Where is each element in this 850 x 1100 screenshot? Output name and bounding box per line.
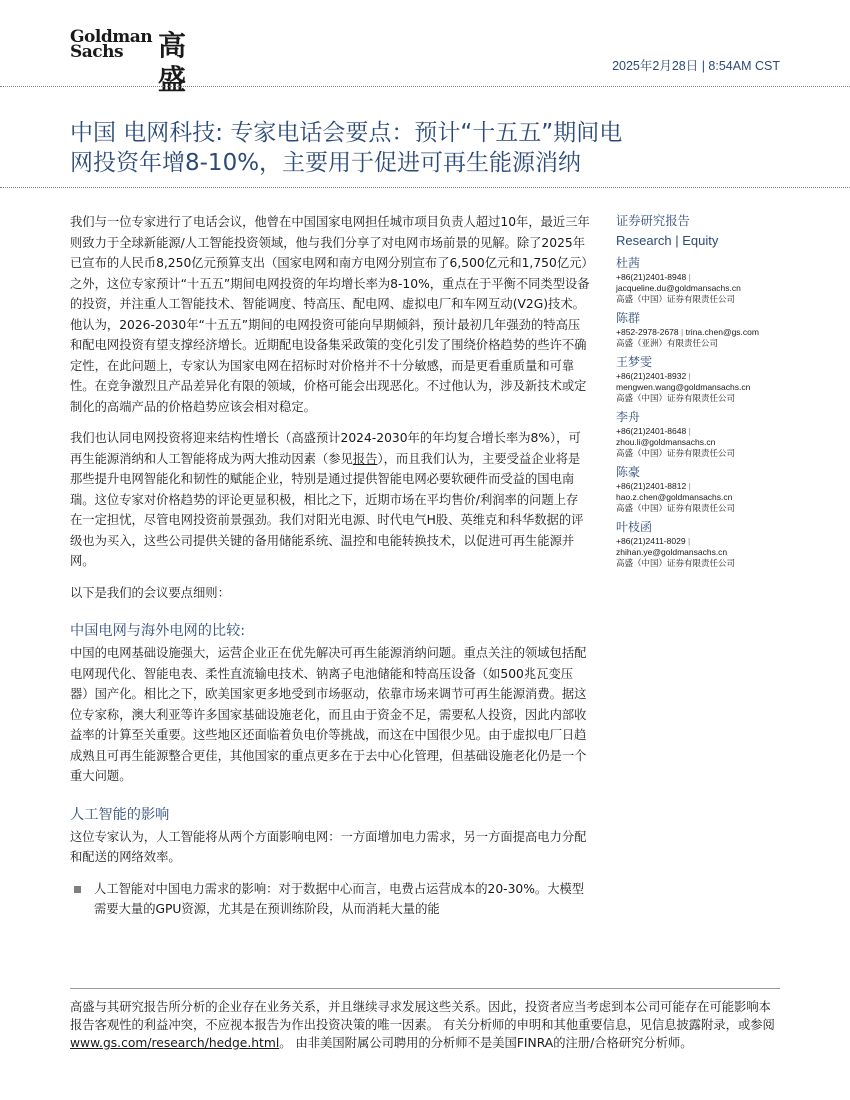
analyst-card: [616, 354, 786, 404]
analyst-email[interactable]: zhihan.ye@goldmansachs.cn: [616, 547, 728, 557]
title-divider: [0, 187, 850, 188]
analyst-name: 杜茜: [616, 256, 641, 270]
analyst-card: [616, 519, 786, 569]
analyst-name: 李舟: [616, 410, 641, 424]
header-divider: [0, 86, 850, 87]
disclosure-footer: [70, 998, 780, 1052]
analyst-email[interactable]: jacqueline.du@goldmansachs.cn: [616, 283, 741, 293]
analyst-name: 叶枝函: [616, 520, 653, 534]
title-line-2: 网投资年增8-10%，主要用于促进可再生能源消纳: [70, 150, 582, 176]
goldman-sachs-logo: [70, 27, 187, 96]
view-text-1: 我们也认同电网投资将迎来结构性增长（高盛预计2024-2030年的年均复合增长率为8%），可再生能源消纳和人工智能将成为两大推动因素（参见: [70, 431, 581, 466]
analyst-contact: +852-2978-2678 | trina.chen@gs.com: [616, 327, 759, 337]
view-text-2: ），而且我们认为，主要受益企业将是那些提升电网智能化和韧性的赋能企业，特别是通过提供智能电网必要软硬件而受益的国电南瑞。这位专家对价格趋势的评论更显积极，相比之下，近期市场在平均售价/利润率的问题上存在一定担忧，尽管电网投资前景强劲。我们对阳光电源、时代电气H股、英维克和科华数据的评级也为买入，这些公司提供关键的备用储能系统、温控和电能转换技术，以促进可再生能源并网。: [70, 451, 584, 568]
analyst-company: 高盛（亚洲）有限责任公司: [616, 338, 719, 348]
footer-divider: [70, 988, 780, 989]
section-heading-ai: 人工智能的影响: [70, 806, 170, 823]
main-body: [70, 212, 590, 920]
ai-paragraph: 这位专家认为，人工智能将从两个方面影响电网：一方面增加电力需求，另一方面提高电力分配和配送的网络效率。: [70, 829, 587, 864]
logo-en-line2: Sachs: [70, 42, 124, 62]
sidebar: [616, 212, 786, 574]
footer-text-1: 高盛与其研究报告所分析的企业存在业务关系，并且继续寻求发展这些关系。因此，投资者应当考虑到本公司可能存在可能影响本报告客观性的利益冲突，不应视本报告为作出投资决策的唯一因素。 有关分析师的申明和其他重要信息，见信息披露附录，或参阅: [70, 1000, 775, 1032]
analyst-phone: +86(21)2401-8932 |: [616, 371, 691, 381]
footer-text-2: 。 由非美国附属公司聘用的分析师不是美国FINRA的注册/合格研究分析师。: [279, 1036, 693, 1050]
logo-cn: 高盛: [158, 29, 187, 96]
analyst-phone: +86(21)2411-8029 |: [616, 536, 691, 546]
report-type: 证券研究报告: [616, 214, 690, 228]
analyst-company: 高盛（中国）证券有限责任公司: [616, 503, 736, 513]
title-line-1: 中国 电网科技: 专家电话会要点：预计“十五五”期间电: [70, 120, 623, 146]
analyst-email[interactable]: trina.chen@gs.com: [685, 327, 759, 337]
analyst-name: 陈群: [616, 311, 641, 325]
analyst-company: 高盛（中国）证券有限责任公司: [616, 294, 736, 304]
analyst-name: 陈豪: [616, 465, 641, 479]
analyst-card: [616, 464, 786, 514]
report-subtype: Research | Equity: [616, 233, 719, 248]
analyst-phone: +86(21)2401-8812 |: [616, 481, 691, 491]
logo-en-line1: Goldman: [70, 27, 153, 47]
analyst-email[interactable]: mengwen.wang@goldmansachs.cn: [616, 382, 751, 392]
details-intro: 以下是我们的会议要点细则：: [70, 585, 230, 600]
disclosure-link[interactable]: www.gs.com/research/hedge.html: [70, 1036, 280, 1050]
analyst-card: [616, 409, 786, 459]
bullet-item: 人工智能对中国电力需求的影响：对于数据中心而言，电费占运营成本的20-30%。大模型需要大量的GPU资源，尤其是在预训练阶段，从而消耗大量的能: [70, 879, 590, 920]
intro-paragraph: 我们与一位专家进行了电话会议，他曾在中国国家电网担任城市项目负责人超过10年，最近三年则致力于全球新能源/人工智能投资领域，他与我们分享了对电网市场前景的见解。除了2025年已宣布的人民币8,250亿元预算支出（国家电网和南方电网分别宣布了6,500亿元和1,750亿元）之外，这位专家预计“十五五”期间电网投资的年均增长率为8-10%，重点在于平衡不同类型设备的投资，并注重人工智能技术、智能调度、特高压、配电网、虚拟电厂和车网互动(V2G)技术。他认为，2026-2030年“十五五”期间的电网投资可能向早期倾斜，预计最初几年强劲的特高压和配电网投资有望支撑经济增长。近期配电设备集采政策的变化引发了围绕价格趋势的些许不确定性，在此问题上，专家认为国家电网在招标时对价格并不十分敏感，而是更看重质量和可靠性。在竞争激烈且产品差异化有限的领域，价格可能会出现恶化。不过他认为，涉及新技术或定制化的高端产品的价格趋势应该会相对稳定。: [70, 215, 590, 414]
comparison-paragraph: 中国的电网基础设施强大，运营企业正在优先解决可再生能源消纳问题。重点关注的领域包括配电网现代化、智能电表、柔性直流输电技术、钠离子电池储能和特高压设备（如500兆瓦变压器）国产化。相比之下，欧美国家更多地受到市场驱动，依靠市场来调节可再生能源消费。据这位专家称，澳大利亚等许多国家基础设施老化，而且由于资金不足，需要私人投资，因此内部收益率的计算至关重要。这些地区还面临着负电价等挑战，而这在中国很少见。由于虚拟电厂日趋成熟且可再生能源整合更佳，其他国家的重点更多在于去中心化管理，但基础设施老化仍是一个重大问题。: [70, 646, 587, 783]
analyst-name: 王梦雯: [616, 355, 653, 369]
analyst-card: [616, 310, 786, 349]
analyst-email[interactable]: zhou.li@goldmansachs.cn: [616, 437, 716, 447]
analyst-company: 高盛（中国）证券有限责任公司: [616, 558, 736, 568]
analyst-card: [616, 255, 786, 305]
analyst-company: 高盛（中国）证券有限责任公司: [616, 393, 736, 403]
publish-date: 2025年2月28日 | 8:54AM CST: [612, 59, 780, 73]
page-title: [70, 118, 770, 178]
view-paragraph: [70, 428, 590, 572]
analyst-company: 高盛（中国）证券有限责任公司: [616, 448, 736, 458]
analyst-phone: +86(21)2401-8648 |: [616, 426, 691, 436]
analyst-phone: +86(21)2401-8948 |: [616, 272, 691, 282]
section-heading-comparison: 中国电网与海外电网的比较:: [70, 623, 246, 639]
report-link[interactable]: 报告: [352, 451, 378, 466]
analyst-email[interactable]: hao.z.chen@goldmansachs.cn: [616, 492, 733, 502]
analyst-phone: +852-2978-2678: [616, 327, 679, 337]
